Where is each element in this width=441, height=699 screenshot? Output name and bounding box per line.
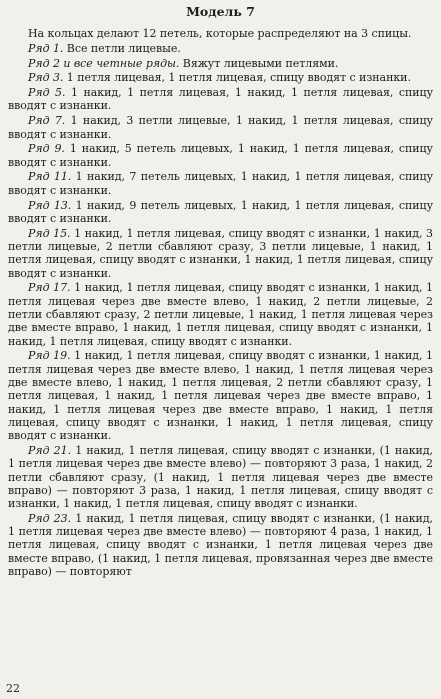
row-text: 1 накид, 1 петля лицевая, спицу вводят с изнанки, 1 накид, 1 петля лицевая через две вместе влево, 1 накид, 1 петля лицевая через две вместе влево, 1 накид, 1 петля лицевая, 2 петли сбавляют сразу, 1 петля лицевая, 1 накид, 1 петля лицевая через две вместе вправо, 1 накид, 1 петля лицевая через две вместе вправо, 1 накид, 1 петля лицевая, спицу вводят с изнанки, 1 накид, 1 петля лицевая, спицу вводят с изнанки. bbox=[8, 349, 434, 443]
row-paragraph bbox=[8, 349, 433, 442]
row-paragraph bbox=[8, 142, 433, 169]
row-paragraph bbox=[8, 71, 433, 84]
row-label: Ряд 13. bbox=[28, 198, 72, 212]
row-paragraph bbox=[8, 444, 433, 510]
row-label: Ряд 19. bbox=[28, 349, 71, 363]
row-label: Ряд 23. bbox=[28, 511, 72, 525]
row-text: 1 накид, 1 петля лицевая, спицу вводят с изнанки, 1 накид, 1 петля лицевая через две вместе влево, 1 накид, 2 петли лицевые, 2 петли сбавляют сразу, 2 петли лицевые, 1 накид, 1 петля лицевая через две вместе вправо, 1 накид, 1 петля лицевая, спицу вводят с изнанки, 1 накид, 1 петля лицевая, спицу вводят с изнанки. bbox=[8, 281, 434, 348]
row-paragraph bbox=[8, 42, 433, 55]
row-paragraph bbox=[8, 57, 433, 70]
row-text: 1 накид, 1 петля лицевая, спицу вводят с изнанки, (1 накид, 1 петля лицевая через две вместе влево) — повторяют 4 раза, 1 накид, 1 петля лицевая, спицу вводят с изнанки, 1 петля лицевая через две вместе вправо, (1 накид, 1 петля лицевая, провязанная через две вместе вправо) — повторяют bbox=[8, 511, 433, 579]
row-text: Вяжут лицевыми петлями. bbox=[179, 56, 339, 70]
row-label: Ряд 21. bbox=[28, 443, 72, 457]
row-text: 1 накид, 1 петля лицевая, спицу вводят с изнанки, 1 накид, 3 петли лицевые, 2 петли сбавляют сразу, 3 петли лицевые, 1 накид, 1 петля лицевая, спицу вводят с изнанки, 1 накид, 1 петля лицевая, спицу вводят с изнанки. bbox=[8, 226, 434, 280]
row-text: 1 накид, 9 петель лицевых, 1 накид, 1 петля лицевая, спицу вводят с изнанки. bbox=[8, 198, 433, 225]
row-label: Ряд 9. bbox=[28, 142, 65, 156]
row-paragraph bbox=[8, 227, 433, 280]
row-label: Ряд 17. bbox=[28, 281, 71, 295]
row-paragraph bbox=[8, 170, 433, 197]
row-label: Ряд 3. bbox=[28, 71, 64, 85]
row-instructions bbox=[8, 42, 433, 579]
row-text: Все петли лицевые. bbox=[63, 41, 181, 55]
row-label: Ряд 2 и все четные ряды. bbox=[28, 56, 180, 70]
row-label: Ряд 15. bbox=[28, 226, 71, 240]
page-number: 22 bbox=[6, 682, 20, 695]
row-label: Ряд 7. bbox=[28, 114, 66, 128]
model-title: Модель 7 bbox=[186, 4, 255, 19]
intro-paragraph: На кольцах делают 12 петель, которые распределяют на 3 спицы. bbox=[28, 27, 412, 40]
row-paragraph bbox=[8, 199, 433, 226]
row-paragraph bbox=[8, 86, 433, 113]
row-text: 1 петля лицевая, 1 петля лицевая, спицу вводят с изнанки. bbox=[63, 71, 411, 85]
row-label: Ряд 1. bbox=[28, 41, 64, 55]
row-text: 1 накид, 7 петель лицевых, 1 накид, 1 петля лицевая, спицу вводят с изнанки. bbox=[8, 170, 433, 197]
row-text: 1 накид, 5 петель лицевых, 1 накид, 1 петля лицевая, спицу вводят с изнанки. bbox=[8, 142, 433, 169]
row-label: Ряд 5. bbox=[28, 86, 66, 100]
row-text: 1 накид, 1 петля лицевая, 1 накид, 1 петля лицевая, спицу вводят с изнанки. bbox=[8, 86, 434, 113]
row-text: 1 накид, 1 петля лицевая, спицу вводят с изнанки, (1 накид, 1 петля лицевая через две вместе влево) — повторяют 3 раза, 1 накид, 2 петли сбавляют сразу, (1 накид, 1 петля лицевая через две вместе вправо) — повторяют 3 раза, 1 накид, 1 петля лицевая, спицу вводят с изнанки, 1 накид, 1 петля лицевая, спицу вводят с изнанки. bbox=[8, 443, 433, 511]
row-paragraph bbox=[8, 281, 433, 347]
row-text: 1 накид, 3 петли лицевые, 1 накид, 1 петля лицевая, спицу вводят с изнанки. bbox=[8, 114, 433, 141]
row-label: Ряд 11. bbox=[28, 170, 72, 184]
row-paragraph bbox=[8, 114, 433, 141]
row-paragraph bbox=[8, 512, 433, 578]
